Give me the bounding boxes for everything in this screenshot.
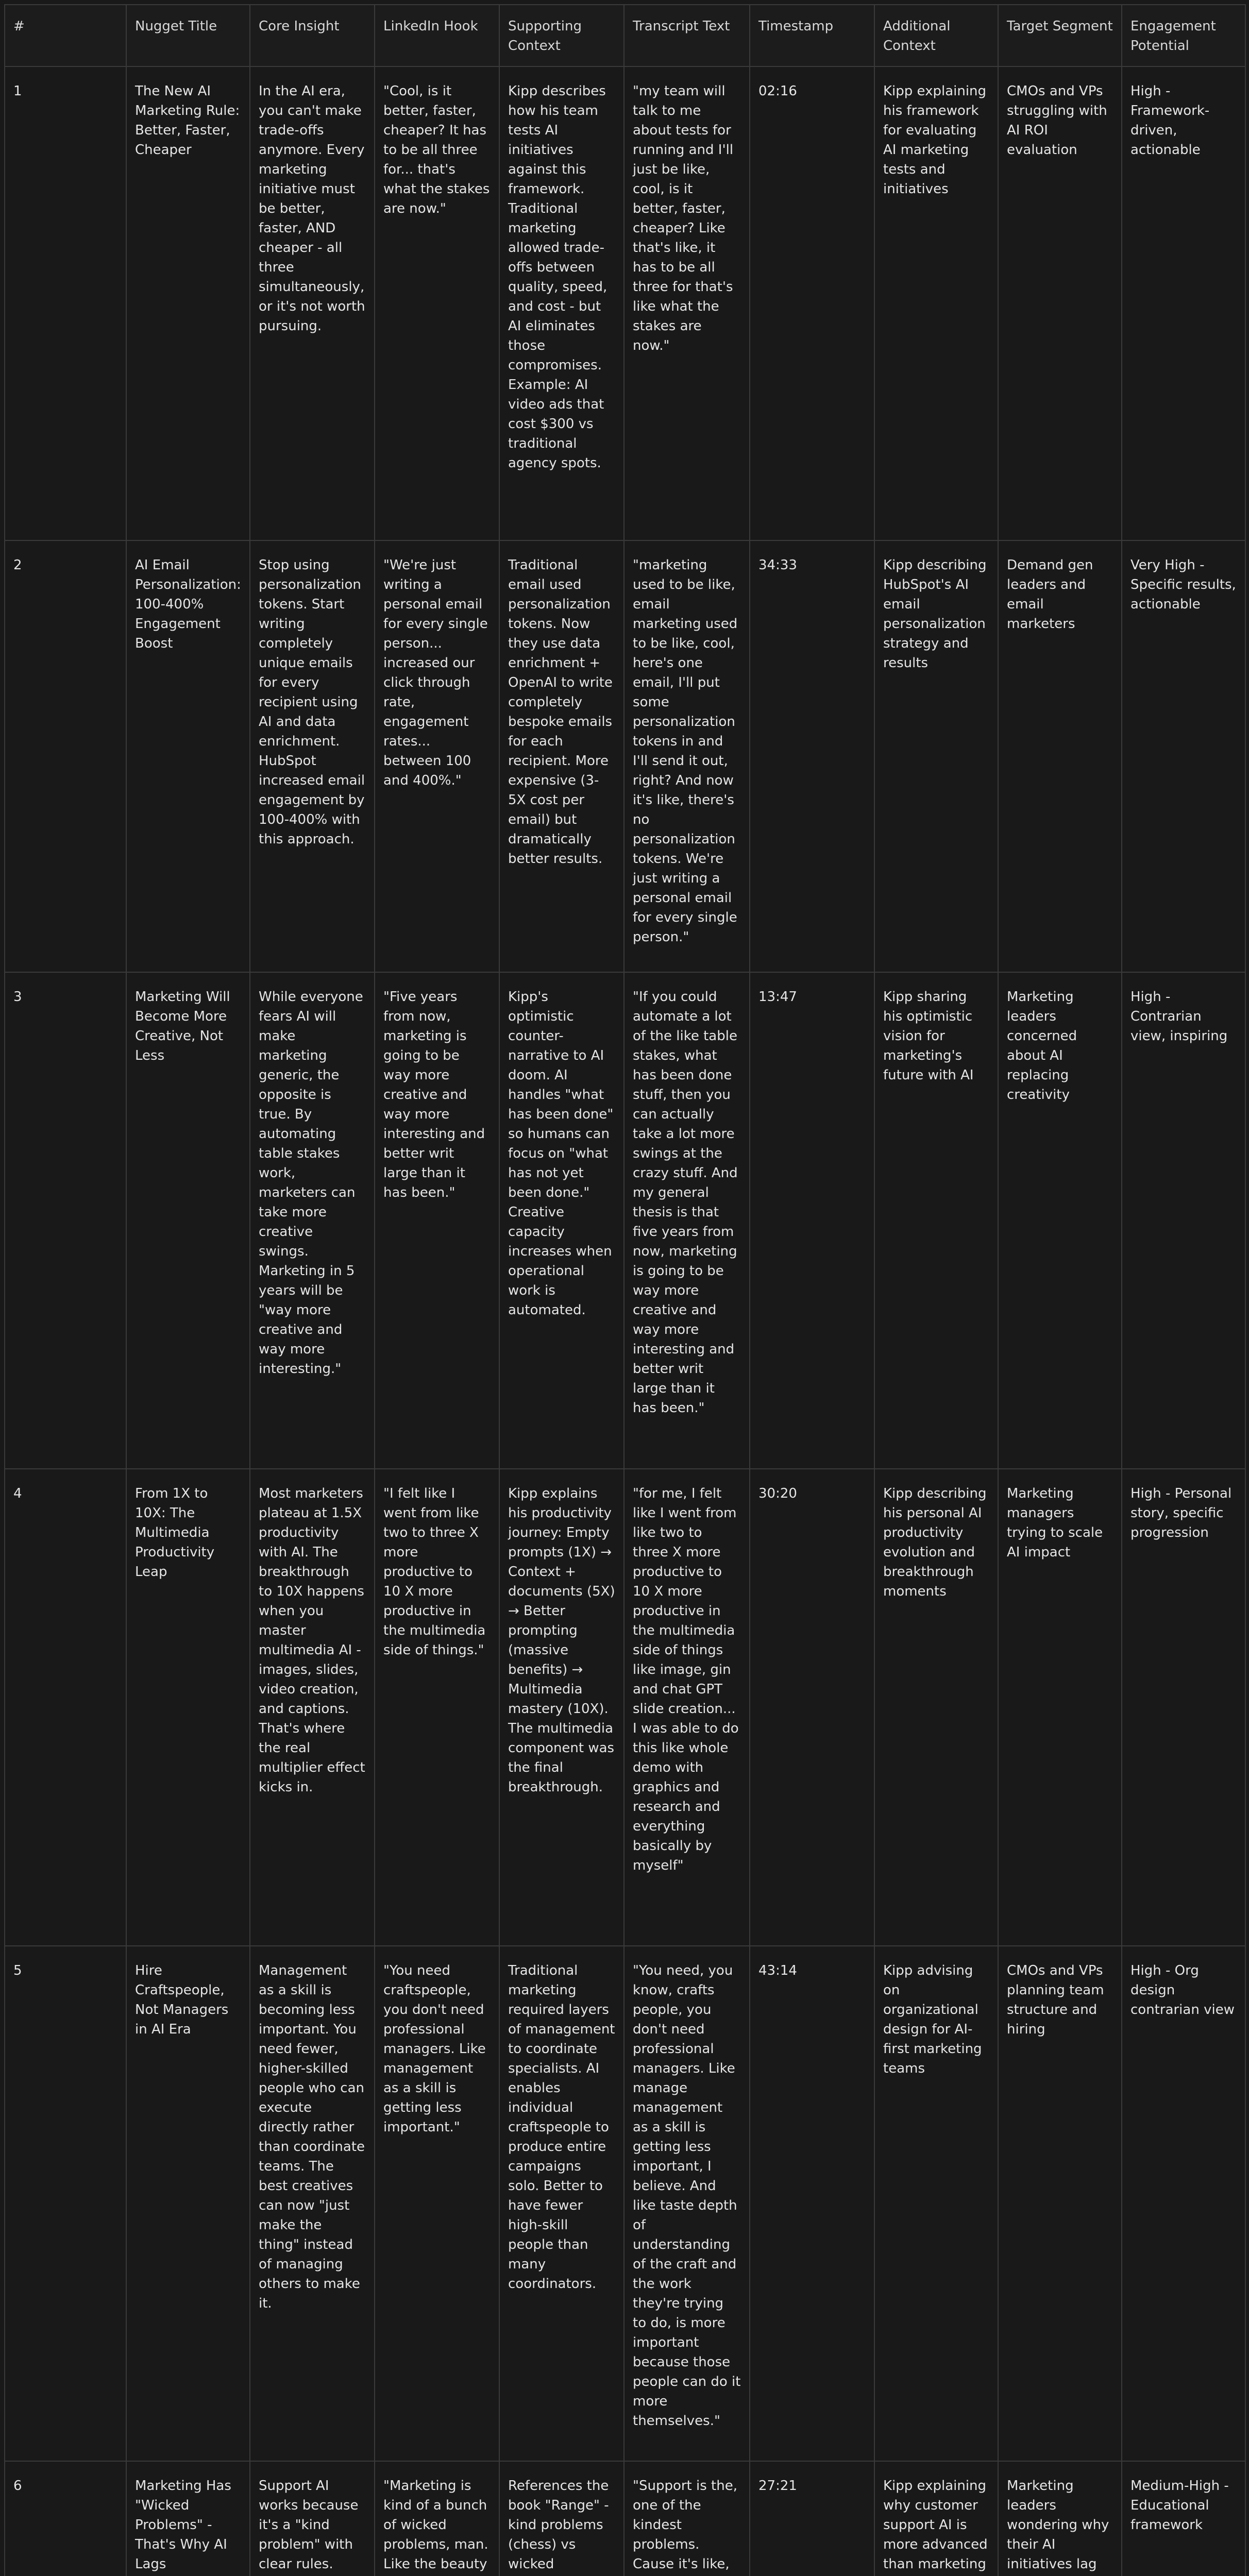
cell-linkedin-hook[interactable]: "Five years from now, marketing is going to be way more creative and way more interesting and better writ large than it has been." [375,972,499,1469]
cell-engagement-potential[interactable]: High - Contrarian view, inspiring [1122,972,1245,1469]
column-header-core-insight[interactable]: Core Insight [250,5,375,66]
cell-target-segment[interactable]: Marketing leaders concerned about AI replacing creativity [998,972,1122,1469]
column-header-linkedin-hook[interactable]: LinkedIn Hook [375,5,499,66]
cell-engagement-potential[interactable]: Very High - Specific results, actionable [1122,540,1245,972]
cell-core-insight[interactable]: Stop using personalization tokens. Start writing completely unique emails for every recipient using AI and data enrichment. HubSpot increased email engagement by 100-400% with this approach. [250,540,375,972]
cell-additional-context[interactable]: Kipp describing HubSpot's AI email personalization strategy and results [874,540,998,972]
table-row [5,2461,1245,2576]
cell-transcript-text[interactable]: "for me, I felt like I went from like two to three X more productive to 10 X more productive in the multimedia side of things like image, gin and chat GPT slide creation... I was able to do this like whole demo with graphics and research and everything basically by myself" [624,1469,750,1946]
column-header-target-segment[interactable]: Target Segment [998,5,1122,66]
table-row [5,540,1245,972]
column-header-supporting-context[interactable]: Supporting Context [499,5,624,66]
cell-core-insight[interactable]: Most marketers plateau at 1.5X productivity with AI. The breakthrough to 10X happens when you master multimedia AI - images, slides, video creation, and captions. That's where the real multiplier effect kicks in. [250,1469,375,1946]
cell-core-insight[interactable]: Management as a skill is becoming less important. You need fewer, higher-skilled people who can execute directly rather than coordinate teams. The best creatives can now "just make the thing" instead of managing others to make it. [250,1946,375,2461]
cell-nugget-title[interactable]: The New AI Marketing Rule: Better, Faster, Cheaper [126,66,250,540]
cell-number[interactable]: 1 [5,66,126,540]
cell-engagement-potential[interactable]: High - Org design contrarian view [1122,1946,1245,2461]
column-header-engagement-potential[interactable]: Engagement Potential [1122,5,1245,66]
table-row [5,1946,1245,2461]
cell-additional-context[interactable]: Kipp explaining why customer support AI is more advanced than marketing [874,2461,998,2576]
cell-target-segment[interactable]: Marketing managers trying to scale AI impact [998,1469,1122,1946]
cell-transcript-text[interactable]: "my team will talk to me about tests for running and I'll just be like, cool, is it better, faster, cheaper? Like that's like, it has to be all three for that's like what the stakes are now." [624,66,750,540]
cell-supporting-context[interactable]: Kipp describes how his team tests AI initiatives against this framework. Traditional marketing allowed trade-offs between quality, speed, and cost - but AI eliminates those compromises. Example: AI video ads that cost $300 vs traditional agency spots. [499,66,624,540]
cell-target-segment[interactable]: CMOs and VPs planning team structure and hiring [998,1946,1122,2461]
cell-timestamp[interactable]: 27:21 [750,2461,874,2576]
cell-target-segment[interactable]: CMOs and VPs struggling with AI ROI evaluation [998,66,1122,540]
cell-nugget-title[interactable]: Hire Craftspeople, Not Managers in AI Era [126,1946,250,2461]
cell-nugget-title[interactable]: Marketing Has "Wicked Problems" - That's Why AI Lags [126,2461,250,2576]
cell-target-segment[interactable]: Marketing leaders wondering why their AI initiatives lag [998,2461,1122,2576]
cell-number[interactable]: 5 [5,1946,126,2461]
column-header-timestamp[interactable]: Timestamp [750,5,874,66]
cell-number[interactable]: 4 [5,1469,126,1946]
table-row [5,66,1245,540]
nuggets-table [4,4,1246,2576]
cell-supporting-context[interactable]: Kipp explains his productivity journey: Empty prompts (1X) → Context + documents (5X) → Better prompting (massive benefits) → Multimedia mastery (10X). The multimedia component was the final breakthrough. [499,1469,624,1946]
cell-additional-context[interactable]: Kipp explaining his framework for evaluating AI marketing tests and initiatives [874,66,998,540]
cell-timestamp[interactable]: 43:14 [750,1946,874,2461]
cell-linkedin-hook[interactable]: "You need craftspeople, you don't need professional managers. Like management as a skill is getting less important." [375,1946,499,2461]
cell-engagement-potential[interactable]: High - Personal story, specific progression [1122,1469,1245,1946]
cell-timestamp[interactable]: 34:33 [750,540,874,972]
cell-engagement-potential[interactable]: Medium-High - Educational framework [1122,2461,1245,2576]
cell-timestamp[interactable]: 13:47 [750,972,874,1469]
table-row [5,1469,1245,1946]
header-row [5,5,1245,66]
column-header-number[interactable]: # [5,5,126,66]
cell-nugget-title[interactable]: AI Email Personalization: 100-400% Engagement Boost [126,540,250,972]
cell-transcript-text[interactable]: "Support is the, one of the kindest problems. Cause it's like, [624,2461,750,2576]
cell-linkedin-hook[interactable]: "Marketing is kind of a bunch of wicked problems, man. Like the beauty [375,2461,499,2576]
cell-engagement-potential[interactable]: High - Framework-driven, actionable [1122,66,1245,540]
cell-transcript-text[interactable]: "You need, you know, crafts people, you don't need professional managers. Like manage management as a skill is getting less important, I believe. And like taste depth of understanding of the craft and the work they're trying to do, is more important because those people can do it more themselves." [624,1946,750,2461]
cell-additional-context[interactable]: Kipp sharing his optimistic vision for marketing's future with AI [874,972,998,1469]
cell-nugget-title[interactable]: Marketing Will Become More Creative, Not Less [126,972,250,1469]
column-header-additional-context[interactable]: Additional Context [874,5,998,66]
cell-supporting-context[interactable]: Kipp's optimistic counter-narrative to AI doom. AI handles "what has been done" so humans can focus on "what has not yet been done." Creative capacity increases when operational work is automated. [499,972,624,1469]
cell-core-insight[interactable]: Support AI works because it's a "kind problem" with clear rules. [250,2461,375,2576]
cell-number[interactable]: 3 [5,972,126,1469]
cell-timestamp[interactable]: 02:16 [750,66,874,540]
cell-transcript-text[interactable]: "marketing used to be like, email marketing used to be like, cool, here's one email, I'll put some personalization tokens in and I'll send it out, right? And now it's like, there's no personalization tokens. We're just writing a personal email for every single person." [624,540,750,972]
cell-supporting-context[interactable]: Traditional email used personalization tokens. Now they use data enrichment + OpenAI to write completely bespoke emails for each recipient. More expensive (3-5X cost per email) but dramatically better results. [499,540,624,972]
cell-supporting-context[interactable]: Traditional marketing required layers of management to coordinate specialists. AI enables individual craftspeople to produce entire campaigns solo. Better to have fewer high-skill people than many coordinators. [499,1946,624,2461]
cell-core-insight[interactable]: In the AI era, you can't make trade-offs anymore. Every marketing initiative must be better, faster, AND cheaper - all three simultaneously, or it's not worth pursuing. [250,66,375,540]
cell-linkedin-hook[interactable]: "Cool, is it better, faster, cheaper? It has to be all three for... that's what the stakes are now." [375,66,499,540]
table-row [5,972,1245,1469]
cell-linkedin-hook[interactable]: "We're just writing a personal email for every single person... increased our click through rate, engagement rates... between 100 and 400%." [375,540,499,972]
cell-additional-context[interactable]: Kipp advising on organizational design for AI-first marketing teams [874,1946,998,2461]
cell-target-segment[interactable]: Demand gen leaders and email marketers [998,540,1122,972]
cell-supporting-context[interactable]: References the book "Range" - kind problems (chess) vs wicked [499,2461,624,2576]
cell-timestamp[interactable]: 30:20 [750,1469,874,1946]
column-header-transcript-text[interactable]: Transcript Text [624,5,750,66]
cell-additional-context[interactable]: Kipp describing his personal AI productivity evolution and breakthrough moments [874,1469,998,1946]
nuggets-table-container [4,4,1245,2576]
cell-number[interactable]: 6 [5,2461,126,2576]
cell-number[interactable]: 2 [5,540,126,972]
column-header-nugget-title[interactable]: Nugget Title [126,5,250,66]
cell-core-insight[interactable]: While everyone fears AI will make marketing generic, the opposite is true. By automating table stakes work, marketers can take more creative swings. Marketing in 5 years will be "way more creative and way more interesting." [250,972,375,1469]
cell-nugget-title[interactable]: From 1X to 10X: The Multimedia Productivity Leap [126,1469,250,1946]
cell-transcript-text[interactable]: "If you could automate a lot of the like table stakes, what has been done stuff, then you can actually take a lot more swings at the crazy stuff. And my general thesis is that five years from now, marketing is going to be way more creative and way more interesting and better writ large than it has been." [624,972,750,1469]
cell-linkedin-hook[interactable]: "I felt like I went from like two to three X more productive to 10 X more productive in the multimedia side of things." [375,1469,499,1946]
